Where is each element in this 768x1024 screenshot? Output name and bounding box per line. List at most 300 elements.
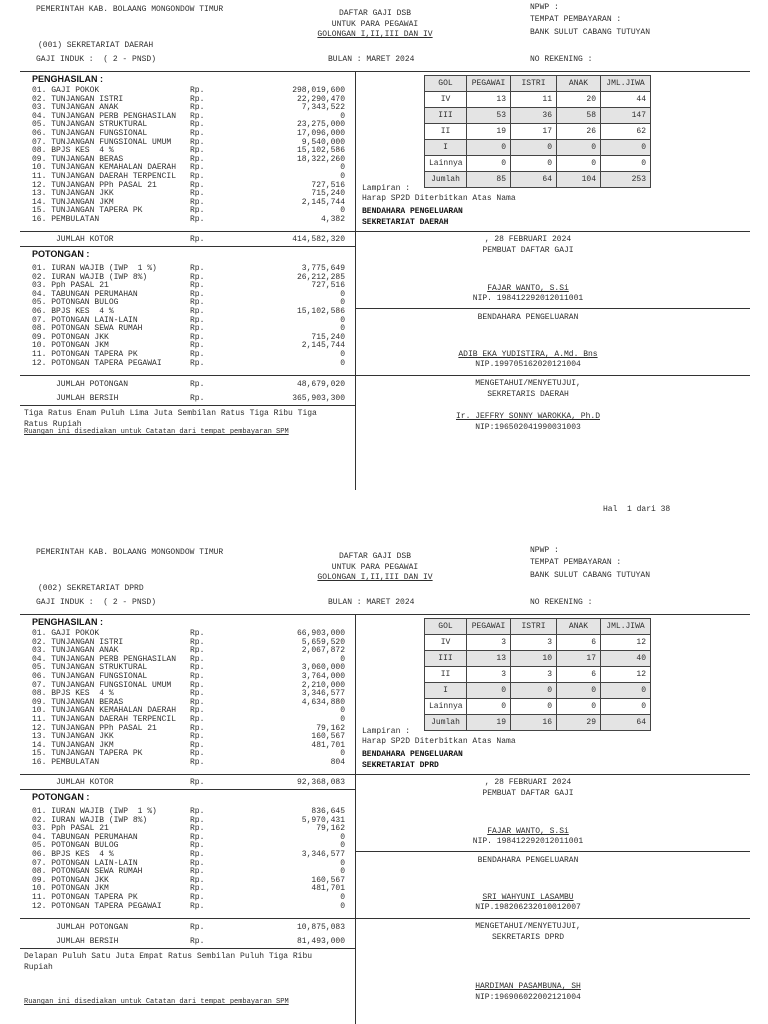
income-item-label: 11. TUNJANGAN DAERAH TERPENCIL <box>32 172 177 181</box>
currency-label: Rp. <box>190 281 205 291</box>
employee-recap-table <box>424 618 651 731</box>
currency-label: Rp. <box>190 937 205 946</box>
deduction-item-value: 0 <box>340 841 345 851</box>
net-total-row <box>0 394 355 403</box>
divider-line <box>20 774 750 775</box>
document-subtitle: UNTUK PARA PEGAWAI <box>331 563 419 572</box>
deduction-item-label: 09. POTONGAN JKK <box>32 332 109 342</box>
recap-row <box>425 140 651 156</box>
gross-total-label: JUMLAH KOTOR <box>56 778 114 787</box>
deduction-item-label: 06. BPJS KES 4 % <box>32 850 114 859</box>
recap-count-cell: 147 <box>601 108 651 124</box>
income-item-label: 08. BPJS KES 4 % <box>32 146 114 156</box>
income-item-label: 10. TUNJANGAN KEMAHALAN DAERAH <box>32 706 177 716</box>
bank-name: BANK SULUT CABANG TUTUYAN <box>530 28 651 37</box>
deduction-item-label: 09. POTONGAN JKK <box>32 875 109 885</box>
recap-count-cell: 0 <box>511 699 557 715</box>
gross-total-row <box>0 778 355 787</box>
income-item-label: 05. TUNJANGAN STRUKTURAL <box>32 120 148 130</box>
salary-base-label: GAJI INDUK : ( 2 - PNSD) <box>36 55 157 64</box>
deduction-item-value: 3,775,649 <box>301 264 345 273</box>
deduction-item-value: 15,102,586 <box>296 307 345 316</box>
work-unit-name: (002) SEKRETARIAT DPRD <box>38 584 144 593</box>
attachment-label: Lampiran : <box>362 727 411 736</box>
bank-name: BANK SULUT CABANG TUTUYAN <box>530 571 651 580</box>
deduction-item-label: 11. POTONGAN TAPERA PK <box>32 350 138 359</box>
divider-line <box>20 918 750 919</box>
recap-count-cell: 6 <box>557 667 601 683</box>
deduction-row <box>0 902 355 911</box>
deduction-item-label: 10. POTONGAN JKM <box>32 341 109 351</box>
income-item-label: 01. GAJI POKOK <box>32 629 100 638</box>
treasurer-role: BENDAHARA PENGELUARAN <box>477 856 579 865</box>
approver-name: Ir. JEFFRY SONNY WAROKKA, Ph.D <box>455 412 601 421</box>
income-item-label: 07. TUNJANGAN FUNGSIONAL UMUM <box>32 137 172 147</box>
income-item-value: 715,240 <box>311 189 345 199</box>
income-item-label: 14. TUNJANGAN JKM <box>32 740 114 750</box>
income-section-title: PENGHASILAN : <box>32 617 104 627</box>
document-title: DAFTAR GAJI DSB <box>338 552 411 561</box>
currency-label: Rp. <box>190 706 205 716</box>
recap-count-cell: 36 <box>511 108 557 124</box>
currency-label: Rp. <box>190 858 205 868</box>
income-item-value: 804 <box>330 758 345 767</box>
income-item-value: 5,659,520 <box>301 637 345 647</box>
recap-row <box>425 108 651 124</box>
currency-label: Rp. <box>190 120 205 130</box>
recap-row <box>425 683 651 699</box>
income-item-value: 79,162 <box>316 723 345 733</box>
recap-header-cell: ANAK <box>557 619 601 635</box>
deduction-item-value: 0 <box>340 350 345 359</box>
income-item-value: 481,701 <box>311 740 345 750</box>
recap-grade-cell: Jumlah <box>425 715 467 731</box>
income-item-label: 07. TUNJANGAN FUNGSIONAL UMUM <box>32 680 172 690</box>
deduction-item-label: 01. IURAN WAJIB (IWP 1 %) <box>32 807 157 816</box>
income-item-value: 18,322,260 <box>296 154 345 164</box>
deduction-item-value: 0 <box>340 867 345 877</box>
deduction-item-label: 04. TABUNGAN PERUMAHAN <box>32 289 138 299</box>
recap-row <box>425 651 651 667</box>
pay-month-label: BULAN : MARET 2024 <box>328 55 415 64</box>
currency-label: Rp. <box>190 154 205 164</box>
net-total-value: 365,903,300 <box>292 394 345 403</box>
income-item-label: 13. TUNJANGAN JKK <box>32 732 114 742</box>
recap-count-cell: 3 <box>467 635 511 651</box>
deduction-item-value: 160,567 <box>311 875 345 885</box>
recap-grade-cell: III <box>425 651 467 667</box>
income-item-label: 09. TUNJANGAN BERAS <box>32 154 124 164</box>
income-item-label: 11. TUNJANGAN DAERAH TERPENCIL <box>32 715 177 724</box>
currency-label: Rp. <box>190 137 205 147</box>
recap-count-cell: 85 <box>467 172 511 188</box>
income-item-value: 0 <box>340 706 345 716</box>
income-item-label: 08. BPJS KES 4 % <box>32 689 114 699</box>
currency-label: Rp. <box>190 740 205 750</box>
currency-label: Rp. <box>190 923 205 932</box>
recap-count-cell: 40 <box>601 651 651 667</box>
deduction-item-value: 79,162 <box>316 824 345 834</box>
recap-grade-cell: III <box>425 108 467 124</box>
currency-label: Rp. <box>190 680 205 690</box>
deduction-item-label: 05. POTONGAN BULOG <box>32 841 119 851</box>
account-number-label: NO REKENING : <box>530 598 593 607</box>
recap-row <box>425 699 651 715</box>
currency-label: Rp. <box>190 654 205 664</box>
recap-count-cell: 0 <box>557 699 601 715</box>
income-item-value: 0 <box>340 654 345 664</box>
currency-label: Rp. <box>190 103 205 113</box>
income-item-value: 160,567 <box>311 732 345 742</box>
amount-in-words: Tiga Ratus Enam Puluh Lima Juta Sembilan Ratus Tiga Ribu Tiga Ratus Rupiah <box>24 409 317 429</box>
income-item-label: 15. TUNJANGAN TAPERA PK <box>32 749 143 759</box>
gross-total-value: 414,582,320 <box>292 235 345 244</box>
recap-count-cell: 58 <box>557 108 601 124</box>
recap-header-cell: PEGAWAI <box>467 76 511 92</box>
approval-label: MENGETAHUI/MENYETUJUI, <box>475 922 581 931</box>
deduction-item-label: 08. POTONGAN SEWA RUMAH <box>32 324 143 334</box>
recap-count-cell: 26 <box>557 124 601 140</box>
deduction-item-label: 07. POTONGAN LAIN-LAIN <box>32 315 138 325</box>
deduction-item-value: 2,145,744 <box>301 341 345 351</box>
currency-label: Rp. <box>190 893 205 902</box>
deduction-row <box>0 359 355 368</box>
deduction-item-value: 0 <box>340 832 345 842</box>
recap-row <box>425 124 651 140</box>
currency-label: Rp. <box>190 875 205 885</box>
net-total-value: 81,493,000 <box>296 937 345 946</box>
recap-count-cell: 3 <box>467 667 511 683</box>
deduction-item-value: 727,516 <box>311 281 345 291</box>
recap-count-cell: 0 <box>511 156 557 172</box>
recap-count-cell: 0 <box>467 683 511 699</box>
deduction-item-value: 5,970,431 <box>301 815 345 825</box>
currency-label: Rp. <box>190 332 205 342</box>
page-number: Hal 1 dari 38 <box>603 505 671 514</box>
recap-count-cell: 13 <box>467 92 511 108</box>
deduction-item-value: 836,645 <box>311 807 345 816</box>
deduction-item-label: 12. POTONGAN TAPERA PEGAWAI <box>32 901 162 911</box>
income-item-label: 04. TUNJANGAN PERB PENGHASILAN <box>32 654 177 664</box>
divider-line <box>355 308 750 309</box>
divider-line <box>20 246 355 247</box>
currency-label: Rp. <box>190 723 205 733</box>
recap-header-cell: PEGAWAI <box>467 619 511 635</box>
deduction-item-value: 0 <box>340 298 345 308</box>
net-total-row <box>0 937 355 946</box>
income-item-value: 2,210,000 <box>301 680 345 690</box>
currency-label: Rp. <box>190 163 205 173</box>
net-total-label: JUMLAH BERSIH <box>56 937 119 946</box>
divider-line <box>20 948 355 949</box>
income-item-value: 4,382 <box>320 215 345 224</box>
attachment-label: Lampiran : <box>362 184 411 193</box>
currency-label: Rp. <box>190 807 205 816</box>
salary-base-label: GAJI INDUK : ( 2 - PNSD) <box>36 598 157 607</box>
deduction-item-value: 3,346,577 <box>301 850 345 859</box>
deduction-item-label: 05. POTONGAN BULOG <box>32 298 119 308</box>
recap-count-cell: 6 <box>557 635 601 651</box>
income-item-value: 9,540,000 <box>301 137 345 147</box>
recap-count-cell: 64 <box>511 172 557 188</box>
divider-line <box>20 614 750 615</box>
currency-label: Rp. <box>190 146 205 156</box>
government-name: PEMERINTAH KAB. BOLAANG MONGONDOW TIMUR <box>36 548 224 557</box>
currency-label: Rp. <box>190 129 205 138</box>
recap-grade-cell: II <box>425 667 467 683</box>
preparer-name: FAJAR WANTO, S.Si <box>487 827 569 836</box>
currency-label: Rp. <box>190 867 205 877</box>
recap-header-cell: ISTRI <box>511 76 557 92</box>
income-item-label: 16. PEMBULATAN <box>32 758 100 767</box>
divider-line <box>20 405 355 406</box>
gross-total-label: JUMLAH KOTOR <box>56 235 114 244</box>
deduction-section-title: POTONGAN : <box>32 249 90 259</box>
government-name: PEMERINTAH KAB. BOLAANG MONGONDOW TIMUR <box>36 5 224 14</box>
preparer-nip: NIP. 198412292012011001 <box>472 294 584 303</box>
deduction-item-label: 08. POTONGAN SEWA RUMAH <box>32 867 143 877</box>
currency-label: Rp. <box>190 901 205 911</box>
recap-header-cell: ANAK <box>557 76 601 92</box>
recap-count-cell: 29 <box>557 715 601 731</box>
recap-count-cell: 64 <box>601 715 651 731</box>
currency-label: Rp. <box>190 86 205 95</box>
income-item-label: 12. TUNJANGAN PPh PASAL 21 <box>32 723 157 733</box>
recap-header-cell: GOL <box>425 619 467 635</box>
recap-count-cell: 0 <box>467 140 511 156</box>
deduction-item-label: 07. POTONGAN LAIN-LAIN <box>32 858 138 868</box>
currency-label: Rp. <box>190 350 205 359</box>
income-item-value: 2,145,744 <box>301 197 345 207</box>
income-item-value: 0 <box>340 172 345 181</box>
recap-grade-cell: IV <box>425 635 467 651</box>
recap-grade-cell: I <box>425 683 467 699</box>
income-item-label: 06. TUNJANGAN FUNGSIONAL <box>32 672 148 681</box>
income-item-label: 10. TUNJANGAN KEMAHALAN DAERAH <box>32 163 177 173</box>
deduction-item-label: 01. IURAN WAJIB (IWP 1 %) <box>32 264 157 273</box>
currency-label: Rp. <box>190 172 205 181</box>
income-item-label: 02. TUNJANGAN ISTRI <box>32 94 124 104</box>
recap-header-cell: JML.JIWA <box>601 619 651 635</box>
currency-label: Rp. <box>190 315 205 325</box>
income-item-value: 2,067,872 <box>301 646 345 656</box>
income-row <box>0 215 355 224</box>
approver-title: SEKRETARIS DPRD <box>491 933 564 942</box>
income-item-label: 13. TUNJANGAN JKK <box>32 189 114 199</box>
income-item-label: 01. GAJI POKOK <box>32 86 100 95</box>
deduction-item-label: 11. POTONGAN TAPERA PK <box>32 893 138 902</box>
income-item-value: 0 <box>340 206 345 216</box>
currency-label: Rp. <box>190 646 205 656</box>
recap-header-cell: GOL <box>425 76 467 92</box>
recap-count-cell: 19 <box>467 124 511 140</box>
preparer-name: FAJAR WANTO, S.Si <box>487 284 569 293</box>
deduction-item-value: 26,212,285 <box>296 272 345 282</box>
grade-scope-label: GOLONGAN I,II,III DAN IV <box>317 573 433 582</box>
currency-label: Rp. <box>190 180 205 190</box>
recap-header-row <box>425 619 651 635</box>
income-item-value: 0 <box>340 749 345 759</box>
grade-scope-label: GOLONGAN I,II,III DAN IV <box>317 30 433 39</box>
currency-label: Rp. <box>190 824 205 834</box>
currency-label: Rp. <box>190 778 205 787</box>
income-item-label: 04. TUNJANGAN PERB PENGHASILAN <box>32 111 177 121</box>
deduction-total-label: JUMLAH POTONGAN <box>56 923 129 932</box>
recap-count-cell: 0 <box>557 683 601 699</box>
recap-count-cell: 0 <box>511 140 557 156</box>
recap-count-cell: 3 <box>511 667 557 683</box>
gross-total-row <box>0 235 355 244</box>
recap-count-cell: 10 <box>511 651 557 667</box>
preparer-role: PEMBUAT DAFTAR GAJI <box>482 789 574 798</box>
income-item-label: 06. TUNJANGAN FUNGSIONAL <box>32 129 148 138</box>
deduction-item-value: 0 <box>340 893 345 902</box>
recap-row <box>425 92 651 108</box>
recap-header-row <box>425 76 651 92</box>
deduction-item-value: 715,240 <box>311 332 345 342</box>
currency-label: Rp. <box>190 264 205 273</box>
deduction-total-label: JUMLAH POTONGAN <box>56 380 129 389</box>
divider-line <box>20 375 750 376</box>
payment-place-label: TEMPAT PEMBAYARAN : <box>530 15 622 24</box>
attachment-text: Harap SP2D Diterbitkan Atas Nama <box>362 194 516 203</box>
gross-total-value: 92,368,083 <box>296 778 345 787</box>
deduction-total-value: 10,875,083 <box>296 923 345 932</box>
sign-date: , 28 FEBRUARI 2024 <box>484 235 572 244</box>
income-item-label: 15. TUNJANGAN TAPERA PK <box>32 206 143 216</box>
document-title: DAFTAR GAJI DSB <box>338 9 411 18</box>
deduction-item-value: 0 <box>340 358 345 368</box>
currency-label: Rp. <box>190 380 205 389</box>
amount-in-words: Delapan Puluh Satu Juta Empat Ratus Sembilan Puluh Tiga Ribu Rupiah <box>24 952 313 972</box>
currency-label: Rp. <box>190 697 205 707</box>
currency-label: Rp. <box>190 94 205 104</box>
income-item-value: 7,343,522 <box>301 103 345 113</box>
currency-label: Rp. <box>190 235 205 244</box>
treasurer-nip: NIP.199705162020121004 <box>475 360 581 369</box>
income-item-label: 03. TUNJANGAN ANAK <box>32 103 119 113</box>
income-item-value: 15,102,586 <box>296 146 345 156</box>
attachment-payee-unit: SEKRETARIAT DPRD <box>362 761 439 770</box>
income-item-label: 05. TUNJANGAN STRUKTURAL <box>32 663 148 673</box>
recap-grade-cell: Lainnya <box>425 699 467 715</box>
recap-count-cell: 0 <box>601 140 651 156</box>
recap-count-cell: 16 <box>511 715 557 731</box>
payment-notes-label: Ruangan ini disediakan untuk Catatan dari tempat pembayaran SPM <box>24 428 289 436</box>
recap-count-cell: 0 <box>557 140 601 156</box>
currency-label: Rp. <box>190 732 205 742</box>
recap-count-cell: 0 <box>601 156 651 172</box>
recap-count-cell: 11 <box>511 92 557 108</box>
currency-label: Rp. <box>190 111 205 121</box>
income-item-value: 66,903,000 <box>296 629 345 638</box>
currency-label: Rp. <box>190 715 205 724</box>
recap-count-cell: 12 <box>601 667 651 683</box>
recap-count-cell: 0 <box>557 156 601 172</box>
recap-row <box>425 172 651 188</box>
recap-count-cell: 17 <box>557 651 601 667</box>
attachment-payee-role: BENDAHARA PENGELUARAN <box>362 750 463 759</box>
attachment-payee-unit: SEKRETARIAT DAERAH <box>362 218 449 227</box>
currency-label: Rp. <box>190 663 205 673</box>
deduction-item-value: 0 <box>340 901 345 911</box>
recap-row <box>425 667 651 683</box>
approval-label: MENGETAHUI/MENYETUJUI, <box>475 379 581 388</box>
income-item-label: 03. TUNJANGAN ANAK <box>32 646 119 656</box>
divider-line <box>20 231 750 232</box>
income-item-value: 0 <box>340 163 345 173</box>
currency-label: Rp. <box>190 189 205 199</box>
deduction-total-row <box>0 923 355 932</box>
work-unit-name: (001) SEKRETARIAT DAERAH <box>38 41 154 50</box>
deduction-item-value: 481,701 <box>311 884 345 894</box>
payroll-page <box>0 543 768 1024</box>
currency-label: Rp. <box>190 206 205 216</box>
pay-month-label: BULAN : MARET 2024 <box>328 598 415 607</box>
currency-label: Rp. <box>190 358 205 368</box>
income-item-value: 23,275,000 <box>296 120 345 130</box>
currency-label: Rp. <box>190 850 205 859</box>
currency-label: Rp. <box>190 749 205 759</box>
income-item-value: 0 <box>340 715 345 724</box>
recap-table-body <box>425 619 651 731</box>
income-item-label: 14. TUNJANGAN JKM <box>32 197 114 207</box>
recap-count-cell: 12 <box>601 635 651 651</box>
deduction-section-title: POTONGAN : <box>32 792 90 802</box>
currency-label: Rp. <box>190 197 205 207</box>
income-item-label: 12. TUNJANGAN PPh PASAL 21 <box>32 180 157 190</box>
approver-title: SEKRETARIS DAERAH <box>487 390 569 399</box>
income-item-value: 22,290,470 <box>296 94 345 104</box>
currency-label: Rp. <box>190 215 205 224</box>
recap-count-cell: 62 <box>601 124 651 140</box>
attachment-text: Harap SP2D Diterbitkan Atas Nama <box>362 737 516 746</box>
currency-label: Rp. <box>190 324 205 334</box>
currency-label: Rp. <box>190 672 205 681</box>
preparer-role: PEMBUAT DAFTAR GAJI <box>482 246 574 255</box>
currency-label: Rp. <box>190 689 205 699</box>
recap-grade-cell: II <box>425 124 467 140</box>
deduction-item-label: 03. Pph PASAL 21 <box>32 824 109 834</box>
npwp-label: NPWP : <box>530 3 559 12</box>
income-item-value: 0 <box>340 111 345 121</box>
income-section-title: PENGHASILAN : <box>32 74 104 84</box>
approver-name: HARDIMAN PASAMBUNA, SH <box>475 982 581 991</box>
divider-line <box>20 789 355 790</box>
currency-label: Rp. <box>190 272 205 282</box>
deduction-total-row <box>0 380 355 389</box>
recap-table-body <box>425 76 651 188</box>
recap-count-cell: 3 <box>511 635 557 651</box>
treasurer-name: ADIB EKA YUDISTIRA, A.Md. Bns <box>458 350 598 359</box>
treasurer-role: BENDAHARA PENGELUARAN <box>477 313 579 322</box>
deduction-item-value: 0 <box>340 324 345 334</box>
deduction-item-label: 12. POTONGAN TAPERA PEGAWAI <box>32 358 162 368</box>
currency-label: Rp. <box>190 341 205 351</box>
recap-count-cell: 13 <box>467 651 511 667</box>
currency-label: Rp. <box>190 815 205 825</box>
account-number-label: NO REKENING : <box>530 55 593 64</box>
income-item-value: 3,764,000 <box>301 672 345 681</box>
income-item-label: 09. TUNJANGAN BERAS <box>32 697 124 707</box>
recap-row <box>425 635 651 651</box>
recap-count-cell: 0 <box>511 683 557 699</box>
net-total-label: JUMLAH BERSIH <box>56 394 119 403</box>
income-item-value: 4,634,880 <box>301 697 345 707</box>
recap-row <box>425 715 651 731</box>
recap-count-cell: 253 <box>601 172 651 188</box>
recap-count-cell: 53 <box>467 108 511 124</box>
